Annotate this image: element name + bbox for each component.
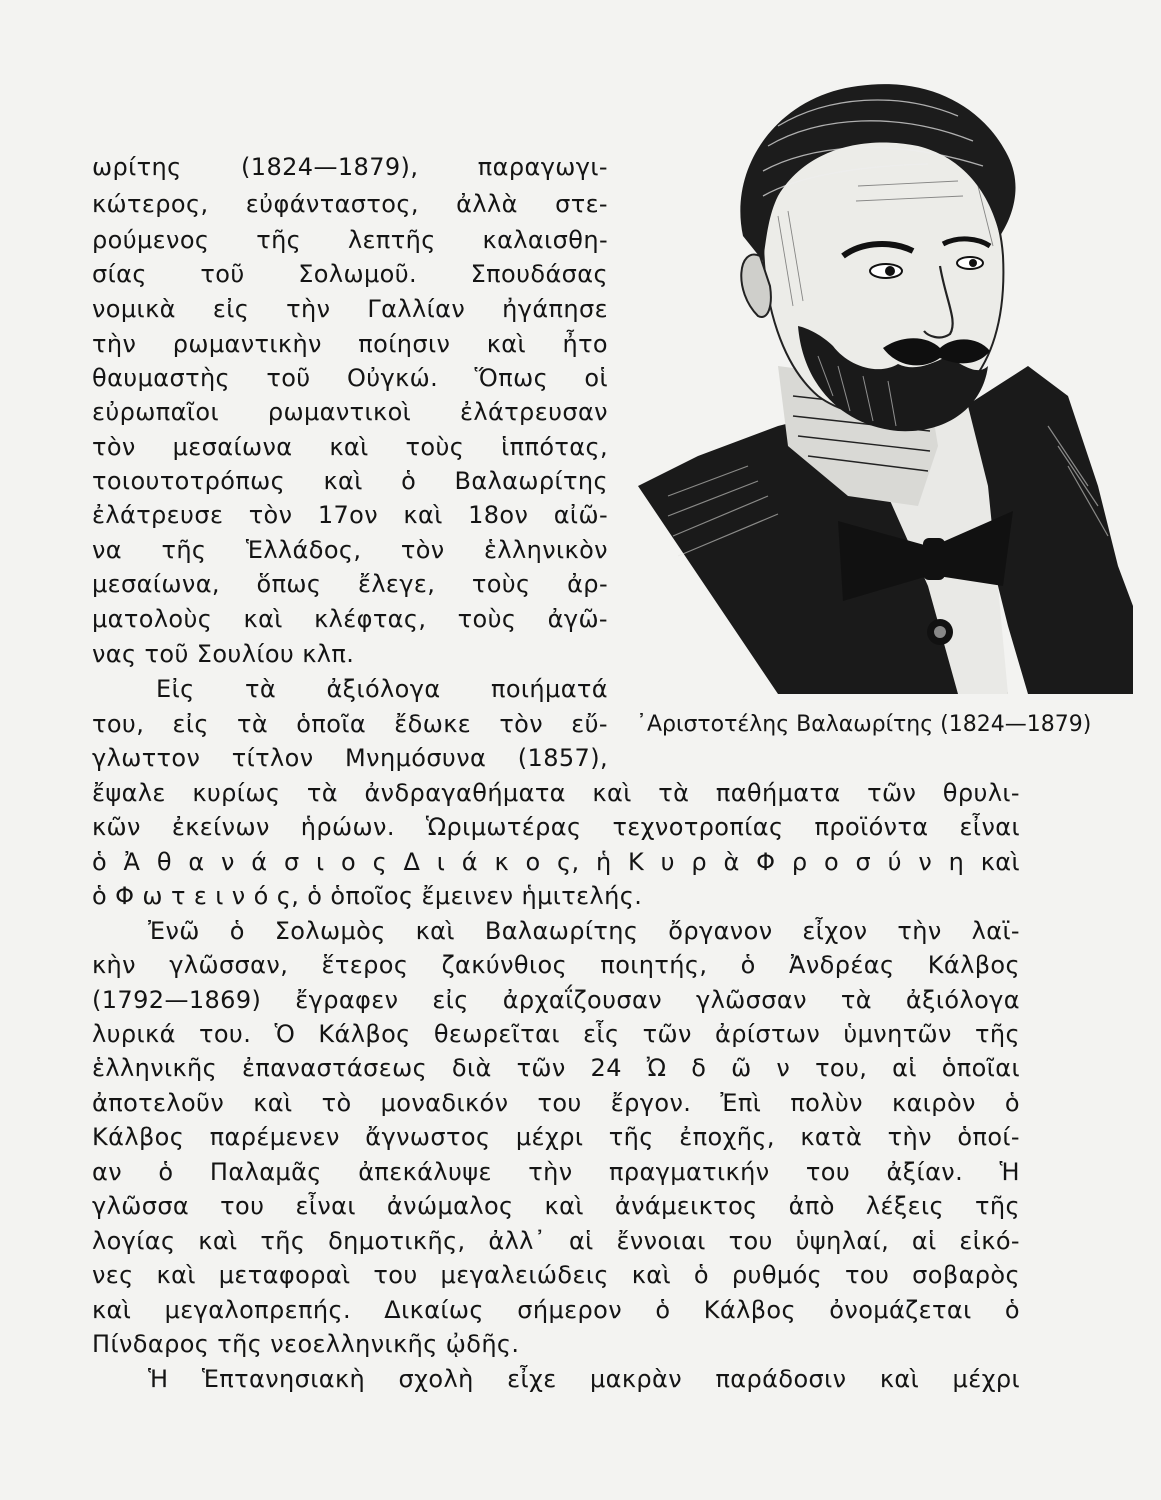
text-line: ἐλάτρευσε τὸν 17ον καὶ 18ον αἰῶ- (92, 501, 608, 529)
text-line: ἑλληνικῆς ἐπαναστάσεως διὰ τῶν 24 Ὠ δ ῶ ν του, αἱ ὁποῖαι (92, 1054, 1020, 1082)
text-line: λυρικά του. Ὁ Κάλβος θεωρεῖται εἷς τῶν ἀρίστων ὑμνητῶν τῆς (92, 1020, 1020, 1048)
text-line: αν ὁ Παλαμᾶς ἀπεκάλυψε τὴν πραγματικήν του ἀξίαν. Ἡ (92, 1158, 1020, 1186)
text-line: (1792—1869) ἔγραφεν εἰς ἀρχαΐζουσαν γλῶσσαν τὰ ἀξιόλογα (92, 986, 1020, 1014)
text-line: του, εἰς τὰ ὁποῖα ἔδωκε τὸν εὔ- (92, 710, 608, 738)
text-line: Εἰς τὰ ἀξιόλογα ποιήματά (156, 675, 608, 703)
text-line: Πίνδαρος τῆς νεοελληνικῆς ᾠδῆς. (92, 1330, 520, 1358)
text-line: τὸν μεσαίωνα καὶ τοὺς ἱππότας, (92, 433, 608, 461)
text-line: κῶν ἐκείνων ἡρώων. Ὡριμωτέρας τεχνοτροπίας προϊόντα εἶναι (92, 813, 1020, 841)
text-line: Κάλβος παρέμενεν ἄγνωστος μέχρι τῆς ἐποχῆς, κατὰ τὴν ὁποί- (92, 1123, 1020, 1151)
text-line: σίας τοῦ Σολωμοῦ. Σπουδάσας (92, 260, 608, 288)
portrait-engraving (628, 66, 1133, 694)
text-line: Ἐνῶ ὁ Σολωμὸς καὶ Βαλαωρίτης ὄργανον εἶχον τὴν λαϊ- (148, 917, 1020, 945)
text-line: τὴν ρωμαντικὴν ποίησιν καὶ ἦτο (92, 330, 608, 358)
text-line: γλῶσσα του εἶναι ἀνώμαλος καὶ ἀνάμεικτος ἀπὸ λέξεις τῆς (92, 1192, 1020, 1220)
portrait-caption: ᾿Αριστοτέλης Βαλαωρίτης (1824—1879) (636, 712, 1092, 737)
text-line: γλωττον τίτλον Μνημόσυνα (1857), (92, 744, 608, 772)
text-line: ωρίτης (1824—1879), παραγωγι- (92, 153, 608, 181)
text-line: ὁ Ἀ θ α ν ά σ ι ο ς Δ ι ά κ ο ς, ἡ Κ υ ρ ὰ Φ ρ ο σ ύ ν η καὶ (92, 848, 1020, 876)
text-line: λογίας καὶ τῆς δημοτικῆς, ἀλλ᾿ αἱ ἔννοιαι του ὑψηλαί, αἱ εἰκό- (92, 1227, 1020, 1255)
text-line: να τῆς Ἑλλάδος, τὸν ἑλληνικὸν (92, 536, 608, 564)
text-line: καὶ μεγαλοπρεπής. Δικαίως σήμερον ὁ Κάλβος ὀνομάζεται ὁ (92, 1296, 1020, 1324)
text-line: Ἡ Ἑπτανησιακὴ σχολὴ εἶχε μακρὰν παράδοσιν καὶ μέχρι (148, 1365, 1020, 1393)
text-line: θαυμαστὴς τοῦ Οὐγκώ. Ὅπως οἱ (92, 364, 608, 392)
text-line: εὐρωπαῖοι ρωμαντικοὶ ἐλάτρευσαν (92, 398, 608, 426)
text-line: κὴν γλῶσσαν, ἕτερος ζακύνθιος ποιητής, ὁ Ἀνδρέας Κάλβος (92, 951, 1020, 979)
text-line: νας τοῦ Σουλίου κλπ. (92, 640, 355, 668)
text-line: μεσαίωνα, ὅπως ἔλεγε, τοὺς ἀρ- (92, 570, 608, 598)
text-line: ὁ Φ ω τ ε ι ν ό ς, ὁ ὁποῖος ἔμεινεν ἡμιτελής. (92, 882, 643, 910)
text-line: ρούμενος τῆς λεπτῆς καλαισθη- (92, 226, 608, 254)
text-line: κώτερος, εὐφάνταστος, ἀλλὰ στε- (92, 190, 608, 218)
text-line: νες καὶ μεταφοραὶ του μεγαλειώδεις καὶ ὁ ρυθμός του σοβαρὸς (92, 1261, 1020, 1289)
text-line: τοιουτοτρόπως καὶ ὁ Βαλαωρίτης (92, 467, 608, 495)
text-line: ἀποτελοῦν καὶ τὸ μοναδικόν του ἔργον. Ἐπὶ πολὺν καιρὸν ὁ (92, 1089, 1020, 1117)
text-line: νομικὰ εἰς τὴν Γαλλίαν ἠγάπησε (92, 295, 608, 323)
text-line: ματολοὺς καὶ κλέφτας, τοὺς ἀγῶ- (92, 605, 608, 633)
text-line: ἔψαλε κυρίως τὰ ἀνδραγαθήματα καὶ τὰ παθήματα τῶν θρυλι- (92, 779, 1020, 807)
